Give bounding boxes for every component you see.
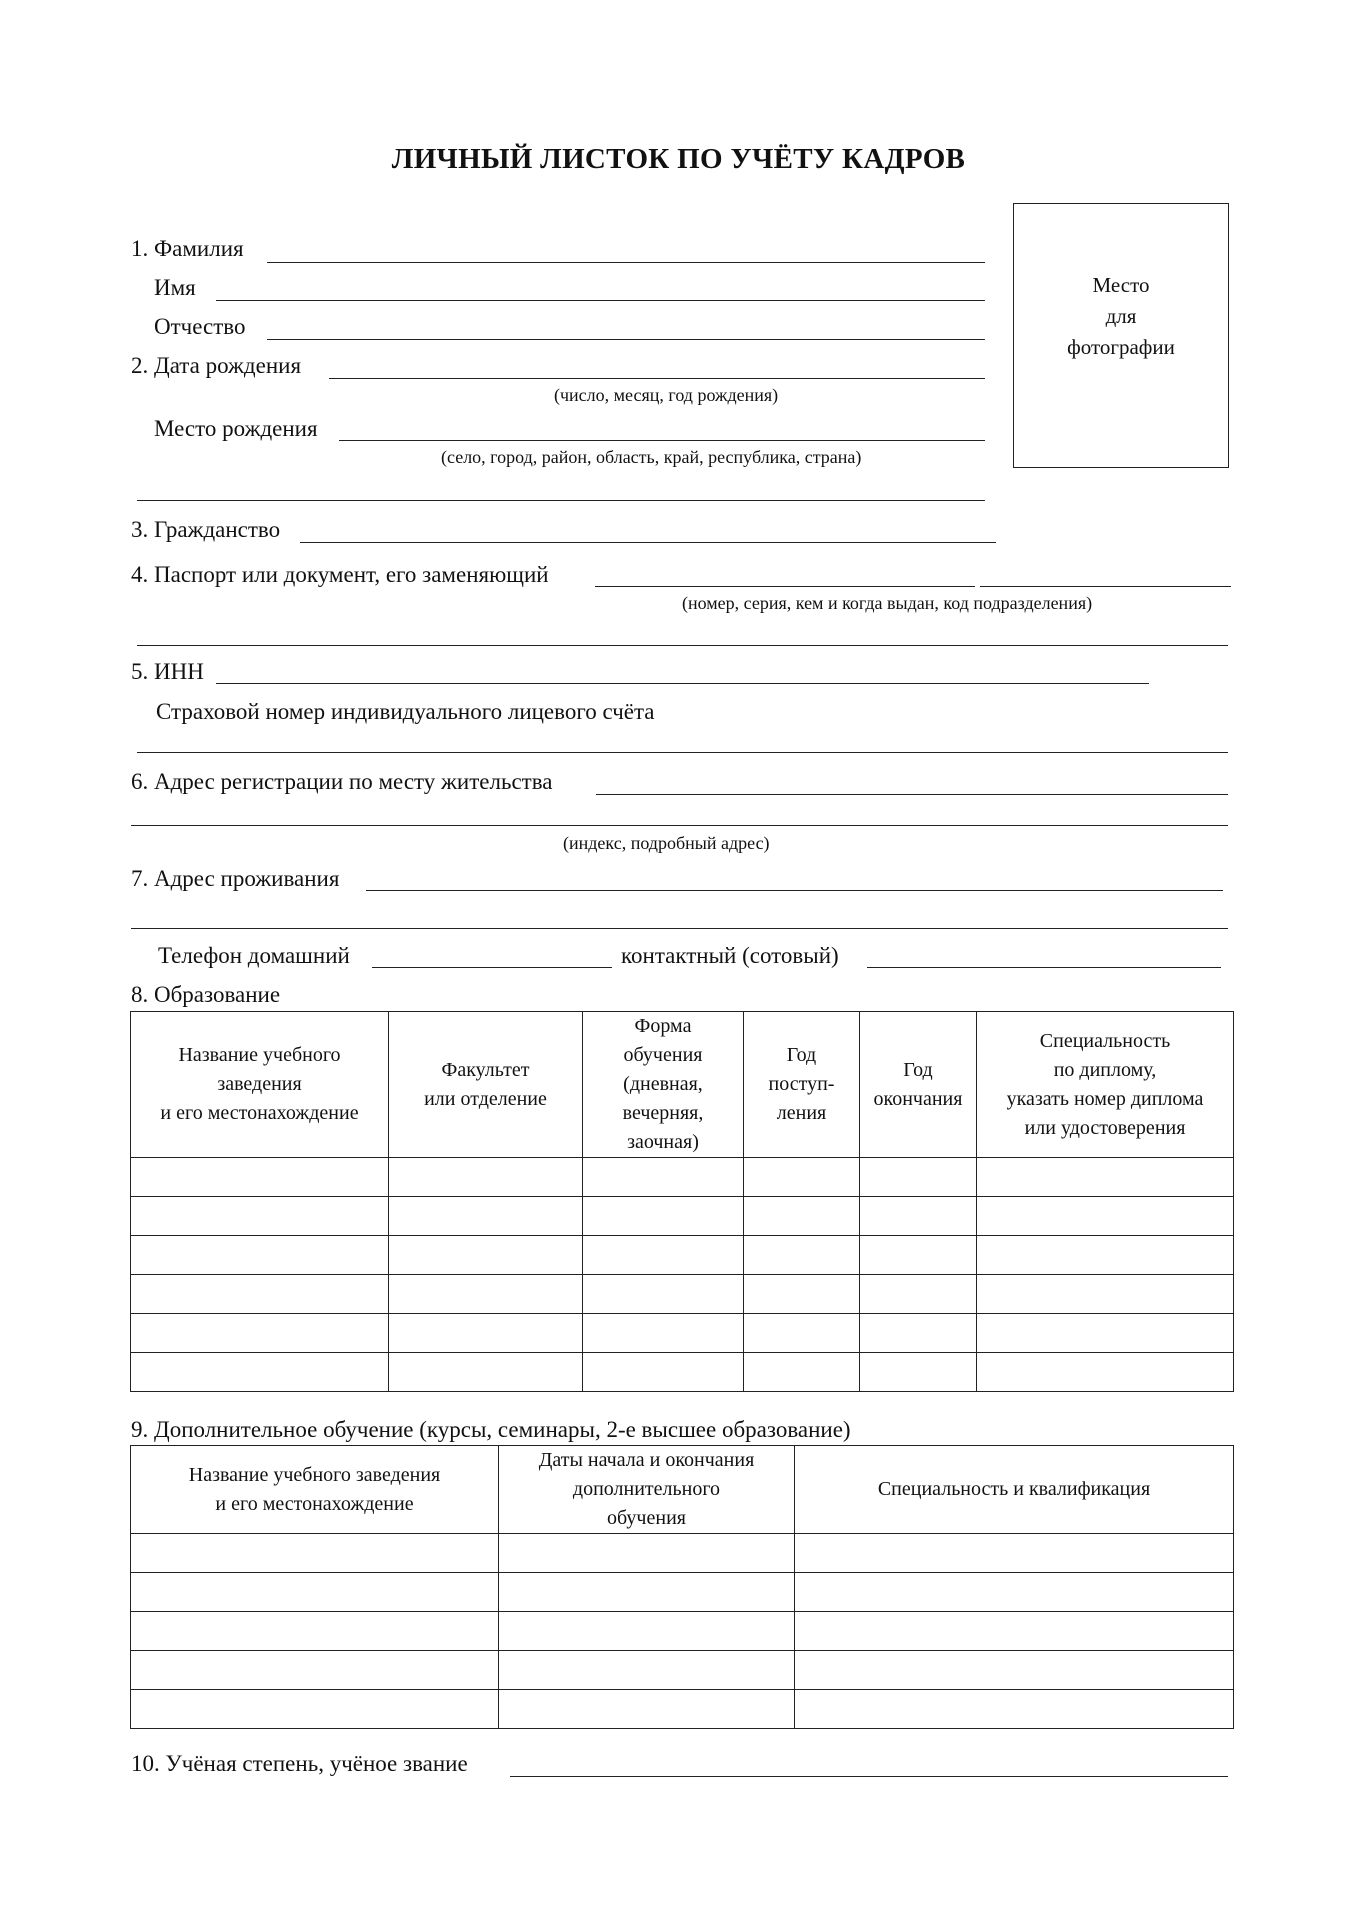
header-line: и его местонахождение [160, 1102, 359, 1124]
additional-table-cell[interactable] [131, 1573, 499, 1612]
additional-table-cell[interactable] [795, 1534, 1234, 1573]
education-table-cell[interactable] [389, 1236, 583, 1275]
education-table-cell[interactable] [131, 1236, 389, 1275]
additional-table-cell[interactable] [131, 1534, 499, 1573]
education-table-cell[interactable] [744, 1275, 860, 1314]
additional-table-row [131, 1534, 1234, 1573]
header-line: Год [903, 1058, 933, 1081]
reg-address-field-line2[interactable] [131, 825, 1228, 826]
photo-caption [1014, 270, 1228, 363]
home-phone-label: Телефон домашний [158, 943, 350, 968]
birth-place-hint: (село, город, район, область, край, республика, страна) [441, 447, 862, 467]
mobile-phone-field[interactable] [867, 967, 1221, 968]
education-table [130, 1011, 1234, 1392]
education-table-cell[interactable] [389, 1197, 583, 1236]
header-line: Название учебного заведения [188, 1463, 441, 1486]
degree-field[interactable] [510, 1776, 1228, 1777]
header-line: Специальность и квалификация [877, 1478, 1151, 1500]
header-line: заведения [217, 1073, 302, 1095]
education-table-cell[interactable] [389, 1275, 583, 1314]
citizenship-label: 3. Гражданство [131, 517, 281, 542]
education-table-cell[interactable] [131, 1314, 389, 1353]
inn-field[interactable] [216, 683, 1149, 684]
education-table-row [131, 1197, 1234, 1236]
header-line: поступ- [768, 1073, 835, 1095]
additional-table-row [131, 1612, 1234, 1651]
additional-table-cell[interactable] [499, 1651, 795, 1690]
education-table-cell[interactable] [977, 1158, 1234, 1197]
additional-table-cell[interactable] [795, 1612, 1234, 1651]
additional-table-cell[interactable] [499, 1573, 795, 1612]
degree-label: 10. Учёная степень, учёное звание [131, 1751, 468, 1776]
education-table-cell[interactable] [744, 1314, 860, 1353]
additional-table-cell[interactable] [795, 1651, 1234, 1690]
photo-caption-line: Место [1092, 273, 1150, 297]
additional-education-table [130, 1445, 1234, 1729]
photo-caption-line: для [1105, 304, 1137, 328]
header-line: вечерняя, [622, 1102, 704, 1124]
additional-table-row [131, 1651, 1234, 1690]
header-line: обучения [607, 1507, 686, 1529]
passport-field[interactable] [595, 586, 975, 587]
snils-label: Страховой номер индивидуального лицевого счёта [156, 699, 655, 724]
additional-table-cell[interactable] [795, 1573, 1234, 1612]
passport-label: 4. Паспорт или документ, его заменяющий [131, 562, 549, 587]
education-col-start-year [744, 1012, 860, 1158]
education-table-cell[interactable] [389, 1158, 583, 1197]
birth-date-hint: (число, месяц, год рождения) [554, 385, 779, 405]
education-table-cell[interactable] [744, 1353, 860, 1392]
birth-place-label: Место рождения [154, 416, 318, 441]
additional-table-cell[interactable] [131, 1612, 499, 1651]
passport-field-line2[interactable] [137, 645, 1228, 646]
name-label: Имя [154, 275, 196, 300]
education-table-cell[interactable] [860, 1314, 977, 1353]
education-table-cell[interactable] [977, 1236, 1234, 1275]
header-line: заочная) [627, 1131, 699, 1153]
additional-table-cell[interactable] [795, 1690, 1234, 1729]
header-line: ления [776, 1102, 827, 1124]
reg-address-label: 6. Адрес регистрации по месту жительства [131, 769, 553, 794]
patronymic-label: Отчество [154, 314, 246, 339]
header-line: окончания [873, 1087, 963, 1110]
photo-caption-line: фотографии [1067, 335, 1175, 359]
education-table-cell[interactable] [860, 1158, 977, 1197]
education-table-cell[interactable] [583, 1275, 744, 1314]
education-table-cell[interactable] [389, 1314, 583, 1353]
education-table-header [131, 1012, 1234, 1158]
additional-table-cell[interactable] [499, 1612, 795, 1651]
education-table-cell[interactable] [583, 1236, 744, 1275]
education-table-cell[interactable] [977, 1314, 1234, 1353]
education-table-cell[interactable] [131, 1197, 389, 1236]
live-address-field-line2[interactable] [131, 928, 1228, 929]
birth-date-label: 2. Дата рождения [131, 353, 302, 378]
passport-hint: (номер, серия, кем и когда выдан, код подразделения) [682, 593, 1093, 613]
education-table-cell[interactable] [860, 1236, 977, 1275]
additional-table-cell[interactable] [131, 1651, 499, 1690]
passport-field-extra[interactable] [980, 586, 1231, 587]
header-line: или отделение [424, 1087, 547, 1110]
header-line: или удостоверения [1024, 1116, 1186, 1139]
education-table-cell[interactable] [131, 1275, 389, 1314]
additional-col-specialty [795, 1446, 1234, 1534]
home-phone-field[interactable] [372, 967, 612, 968]
education-table-cell[interactable] [583, 1314, 744, 1353]
education-table-cell[interactable] [744, 1197, 860, 1236]
additional-table-row [131, 1573, 1234, 1612]
education-col-end-year [860, 1012, 977, 1158]
additional-table-cell[interactable] [131, 1690, 499, 1729]
live-address-field[interactable] [366, 890, 1223, 891]
education-table-cell[interactable] [860, 1197, 977, 1236]
surname-label: 1. Фамилия [131, 236, 244, 261]
education-table-row [131, 1314, 1234, 1353]
mobile-phone-label: контактный (сотовый) [621, 943, 839, 968]
education-table-cell[interactable] [583, 1158, 744, 1197]
header-line: Факультет [441, 1058, 530, 1081]
education-table-cell[interactable] [860, 1353, 977, 1392]
header-line: по диплому, [1053, 1058, 1157, 1081]
education-table-row [131, 1158, 1234, 1197]
education-table-cell[interactable] [583, 1353, 744, 1392]
education-table-cell[interactable] [860, 1275, 977, 1314]
education-table-row [131, 1236, 1234, 1275]
live-address-label: 7. Адрес проживания [131, 866, 340, 891]
reg-address-field[interactable] [596, 794, 1228, 795]
education-table-cell[interactable] [744, 1236, 860, 1275]
education-table-cell[interactable] [977, 1353, 1234, 1392]
additional-education-label: 9. Дополнительное обучение (курсы, семинары, 2-е высшее образование) [131, 1417, 851, 1442]
header-line: обучения [623, 1044, 703, 1066]
education-table-cell[interactable] [977, 1275, 1234, 1314]
education-col-institution [131, 1012, 389, 1158]
additional-table-cell[interactable] [499, 1690, 795, 1729]
education-table-cell[interactable] [389, 1353, 583, 1392]
header-line: дополнительного [572, 1478, 721, 1500]
patronymic-field[interactable] [267, 339, 985, 340]
education-label: 8. Образование [131, 982, 281, 1007]
photo-placeholder[interactable] [1013, 203, 1229, 468]
header-line: и его местонахождение [215, 1492, 414, 1515]
header-line: Название учебного [178, 1044, 341, 1066]
snils-field[interactable] [137, 752, 1228, 753]
additional-col-institution [131, 1446, 499, 1534]
education-table-cell[interactable] [583, 1197, 744, 1236]
birth-date-field[interactable] [329, 378, 985, 379]
header-line: Год [786, 1044, 817, 1066]
education-table-cell[interactable] [131, 1158, 389, 1197]
citizenship-field[interactable] [300, 542, 996, 543]
additional-table-row [131, 1690, 1234, 1729]
additional-table-cell[interactable] [499, 1534, 795, 1573]
education-table-cell[interactable] [744, 1158, 860, 1197]
header-line: указать номер диплома [1006, 1087, 1204, 1110]
education-col-faculty [389, 1012, 583, 1158]
surname-field[interactable] [267, 262, 985, 263]
additional-table-header [131, 1446, 1234, 1534]
additional-col-dates [499, 1446, 795, 1534]
education-table-cell[interactable] [977, 1197, 1234, 1236]
name-field[interactable] [216, 300, 985, 301]
inn-label: 5. ИНН [131, 659, 204, 684]
education-col-specialty [977, 1012, 1234, 1158]
education-table-cell[interactable] [131, 1353, 389, 1392]
reg-address-hint: (индекс, подробный адрес) [563, 833, 770, 853]
header-line: Форма [634, 1015, 692, 1037]
header-line: Специальность [1039, 1029, 1171, 1052]
education-table-row [131, 1275, 1234, 1314]
birth-place-field-line2[interactable] [137, 500, 985, 501]
education-col-form [583, 1012, 744, 1158]
header-line: Даты начала и окончания [538, 1449, 755, 1471]
birth-place-field[interactable] [339, 440, 985, 441]
education-table-row [131, 1353, 1234, 1392]
header-line: (дневная, [623, 1073, 703, 1095]
page-title: ЛИЧНЫЙ ЛИСТОК ПО УЧЁТУ КАДРОВ [391, 143, 966, 175]
